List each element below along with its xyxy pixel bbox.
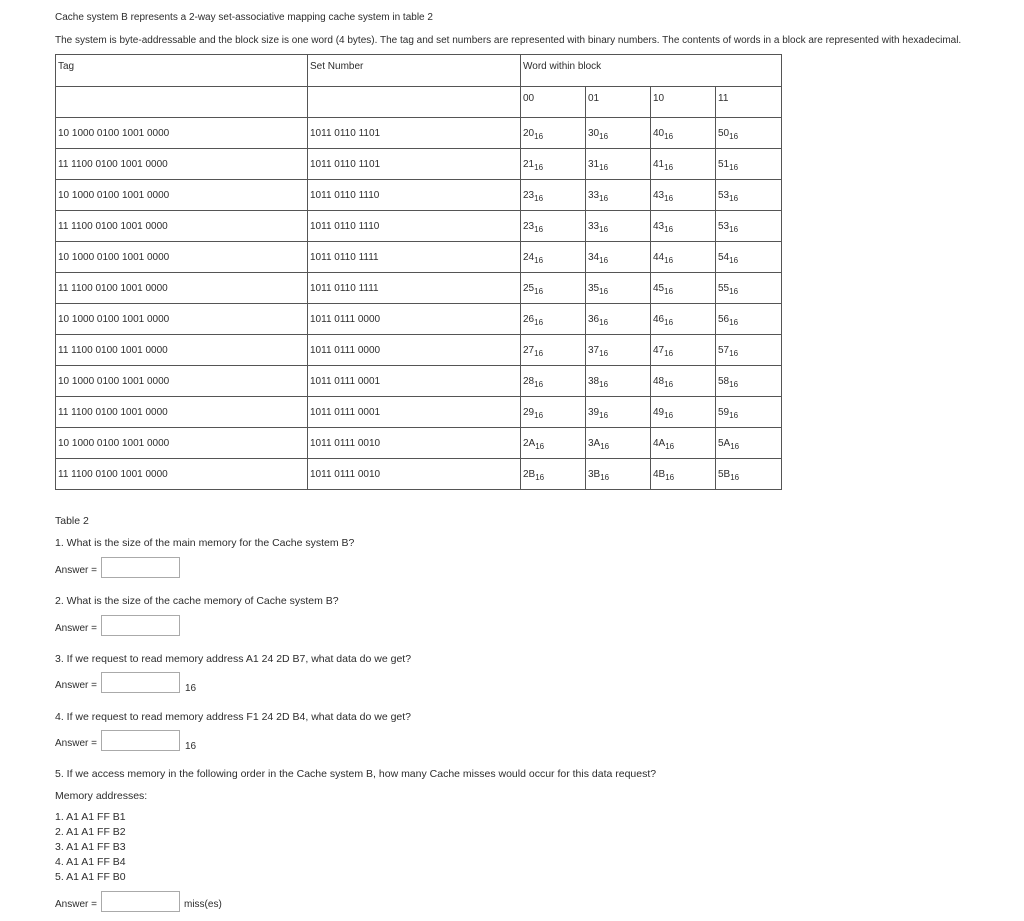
set-number-cell: 1011 0110 1110	[308, 180, 521, 211]
word-value: 2A	[523, 437, 536, 449]
word-value: 39	[588, 406, 600, 418]
set-number-cell: 1011 0110 1110	[308, 211, 521, 242]
word-value: 49	[653, 406, 665, 418]
hex-subscript: 16	[600, 441, 610, 451]
question-5: 5. If we access memory in the following order in the Cache system B, how many Cache misses would occur for this data request?	[55, 768, 657, 780]
word-cell	[586, 366, 651, 397]
word-cell	[521, 304, 586, 335]
word-value: 20	[523, 127, 535, 139]
hex-subscript: 16	[534, 255, 544, 265]
table-row	[56, 304, 782, 335]
word-cell	[586, 459, 651, 490]
question-1: 1. What is the size of the main memory for the Cache system B?	[55, 537, 355, 549]
word-cell	[521, 242, 586, 273]
word-cell	[716, 211, 782, 242]
word-value: 3A	[588, 437, 601, 449]
hex-subscript: 16	[600, 472, 610, 482]
answer-4-input[interactable]	[101, 730, 180, 751]
hex-subscript: 16	[665, 472, 675, 482]
hex-subscript: 16	[664, 317, 674, 327]
answer-3-input[interactable]	[101, 672, 180, 693]
hex-subscript: 16	[664, 255, 674, 265]
table-row	[56, 149, 782, 180]
hex-subscript: 16	[534, 131, 544, 141]
word-cell	[521, 366, 586, 397]
answer-label-3: Answer =	[55, 680, 97, 691]
word-col-header: 10	[651, 87, 716, 118]
hex-subscript: 16	[534, 379, 544, 389]
word-cell	[651, 211, 716, 242]
word-value: 23	[523, 220, 535, 232]
hex-subscript: 16	[665, 441, 675, 451]
word-cell	[651, 335, 716, 366]
word-cell	[716, 118, 782, 149]
word-cell	[716, 397, 782, 428]
header-set-number: Set Number	[308, 55, 521, 87]
header-tag-empty	[56, 87, 308, 118]
word-cell	[651, 397, 716, 428]
table-row	[56, 242, 782, 273]
word-cell	[651, 118, 716, 149]
word-value: 26	[523, 313, 535, 325]
word-cell	[586, 242, 651, 273]
answer-3-suffix: 16	[185, 683, 197, 694]
header-set-empty	[308, 87, 521, 118]
word-cell	[651, 428, 716, 459]
question-2: 2. What is the size of the cache memory of Cache system B?	[55, 595, 339, 607]
word-value: 47	[653, 344, 665, 356]
hex-subscript: 16	[664, 379, 674, 389]
hex-subscript: 16	[534, 317, 544, 327]
tag-cell: 11 1100 0100 1001 0000	[56, 273, 308, 304]
hex-subscript: 16	[535, 472, 545, 482]
hex-subscript: 16	[729, 410, 739, 420]
hex-subscript: 16	[534, 162, 544, 172]
intro-line-1: Cache system B represents a 2-way set-associative mapping cache system in table 2	[55, 12, 433, 23]
hex-subscript: 16	[599, 317, 609, 327]
hex-subscript: 16	[535, 441, 545, 451]
word-cell	[716, 242, 782, 273]
table-row	[56, 397, 782, 428]
hex-subscript: 16	[729, 193, 739, 203]
question-4: 4. If we request to read memory address F1 24 2D B4, what data do we get?	[55, 711, 412, 723]
answer-label-2: Answer =	[55, 623, 97, 634]
word-cell	[716, 366, 782, 397]
word-cell	[651, 304, 716, 335]
intro-line-2: The system is byte-addressable and the block size is one word (4 bytes). The tag and set numbers are represented with binary numbers. The contents of words in a block are represented with hexadecimal.	[55, 35, 962, 46]
tag-cell: 11 1100 0100 1001 0000	[56, 459, 308, 490]
table-row	[56, 428, 782, 459]
word-col-header: 01	[586, 87, 651, 118]
word-cell	[521, 180, 586, 211]
word-value: 24	[523, 251, 535, 263]
hex-subscript: 16	[664, 348, 674, 358]
word-value: 21	[523, 158, 535, 170]
word-value: 36	[588, 313, 600, 325]
word-value: 25	[523, 282, 535, 294]
word-cell	[586, 397, 651, 428]
table-row	[56, 366, 782, 397]
hex-subscript: 16	[599, 131, 609, 141]
tag-cell: 10 1000 0100 1001 0000	[56, 304, 308, 335]
word-cell	[521, 149, 586, 180]
word-value: 5B	[718, 468, 731, 480]
hex-subscript: 16	[729, 162, 739, 172]
word-cell	[716, 180, 782, 211]
word-cell	[716, 428, 782, 459]
set-number-cell: 1011 0111 0000	[308, 335, 521, 366]
answer-label-5: Answer =	[55, 899, 97, 910]
word-value: 56	[718, 313, 730, 325]
word-cell	[651, 149, 716, 180]
hex-subscript: 16	[729, 348, 739, 358]
answer-5-suffix: miss(es)	[184, 899, 222, 910]
word-cell	[586, 211, 651, 242]
hex-subscript: 16	[599, 162, 609, 172]
hex-subscript: 16	[729, 317, 739, 327]
word-value: 58	[718, 375, 730, 387]
word-value: 28	[523, 375, 535, 387]
set-number-cell: 1011 0110 1101	[308, 149, 521, 180]
hex-subscript: 16	[599, 410, 609, 420]
word-cell	[521, 335, 586, 366]
table-row	[56, 118, 782, 149]
word-cell	[521, 428, 586, 459]
hex-subscript: 16	[599, 224, 609, 234]
hex-subscript: 16	[599, 348, 609, 358]
hex-subscript: 16	[730, 441, 740, 451]
question-3: 3. If we request to read memory address A1 24 2D B7, what data do we get?	[55, 653, 412, 665]
word-cell	[521, 118, 586, 149]
answer-1-input[interactable]	[101, 557, 180, 578]
word-value: 30	[588, 127, 600, 139]
table-row	[56, 459, 782, 490]
word-value: 34	[588, 251, 600, 263]
tag-cell: 11 1100 0100 1001 0000	[56, 149, 308, 180]
address-item: 2. A1 A1 FF B2	[55, 826, 126, 838]
word-value: 54	[718, 251, 730, 263]
word-cell	[586, 180, 651, 211]
tag-cell: 10 1000 0100 1001 0000	[56, 242, 308, 273]
address-item: 5. A1 A1 FF B0	[55, 871, 126, 883]
word-value: 4A	[653, 437, 666, 449]
set-number-cell: 1011 0110 1111	[308, 242, 521, 273]
hex-subscript: 16	[534, 286, 544, 296]
word-cell	[716, 304, 782, 335]
header-tag: Tag	[56, 55, 308, 87]
set-number-cell: 1011 0110 1101	[308, 118, 521, 149]
address-item: 1. A1 A1 FF B1	[55, 811, 126, 823]
question-5-subheading: Memory addresses:	[55, 790, 148, 802]
word-value: 46	[653, 313, 665, 325]
answer-5-input[interactable]	[101, 891, 180, 912]
word-value: 3B	[588, 468, 601, 480]
hex-subscript: 16	[664, 131, 674, 141]
table-row	[56, 335, 782, 366]
tag-cell: 11 1100 0100 1001 0000	[56, 335, 308, 366]
word-value: 59	[718, 406, 730, 418]
word-col-header: 11	[716, 87, 782, 118]
hex-subscript: 16	[664, 193, 674, 203]
word-value: 44	[653, 251, 665, 263]
word-value: 40	[653, 127, 665, 139]
answer-label-1: Answer =	[55, 565, 97, 576]
set-number-cell: 1011 0111 0001	[308, 397, 521, 428]
word-col-header: 00	[521, 87, 586, 118]
word-cell	[651, 459, 716, 490]
word-cell	[716, 149, 782, 180]
word-value: 50	[718, 127, 730, 139]
tag-cell: 10 1000 0100 1001 0000	[56, 118, 308, 149]
hex-subscript: 16	[730, 472, 740, 482]
tag-cell: 10 1000 0100 1001 0000	[56, 180, 308, 211]
cache-table	[55, 54, 782, 490]
word-cell	[521, 211, 586, 242]
set-number-cell: 1011 0111 0001	[308, 366, 521, 397]
hex-subscript: 16	[664, 162, 674, 172]
word-cell	[521, 397, 586, 428]
word-value: 51	[718, 158, 730, 170]
table-row	[56, 211, 782, 242]
hex-subscript: 16	[599, 286, 609, 296]
word-value: 43	[653, 220, 665, 232]
word-cell	[716, 273, 782, 304]
tag-cell: 11 1100 0100 1001 0000	[56, 397, 308, 428]
word-cell	[586, 304, 651, 335]
hex-subscript: 16	[664, 286, 674, 296]
word-cell	[651, 180, 716, 211]
hex-subscript: 16	[534, 224, 544, 234]
answer-2-input[interactable]	[101, 615, 180, 636]
word-value: 29	[523, 406, 535, 418]
word-value: 2B	[523, 468, 536, 480]
header-word-within-block: Word within block	[521, 55, 782, 87]
address-item: 3. A1 A1 FF B3	[55, 841, 126, 853]
word-cell	[521, 459, 586, 490]
set-number-cell: 1011 0111 0010	[308, 459, 521, 490]
tag-cell: 10 1000 0100 1001 0000	[56, 428, 308, 459]
word-cell	[651, 273, 716, 304]
answer-4-suffix: 16	[185, 741, 197, 752]
word-cell	[586, 428, 651, 459]
hex-subscript: 16	[599, 255, 609, 265]
tag-cell: 11 1100 0100 1001 0000	[56, 211, 308, 242]
word-cell	[651, 366, 716, 397]
table-row	[56, 180, 782, 211]
word-value: 53	[718, 220, 730, 232]
word-value: 33	[588, 220, 600, 232]
hex-subscript: 16	[534, 348, 544, 358]
hex-subscript: 16	[729, 131, 739, 141]
word-value: 48	[653, 375, 665, 387]
word-value: 27	[523, 344, 535, 356]
word-value: 23	[523, 189, 535, 201]
word-cell	[716, 459, 782, 490]
hex-subscript: 16	[599, 379, 609, 389]
word-value: 57	[718, 344, 730, 356]
set-number-cell: 1011 0111 0010	[308, 428, 521, 459]
set-number-cell: 1011 0110 1111	[308, 273, 521, 304]
hex-subscript: 16	[599, 193, 609, 203]
word-cell	[586, 273, 651, 304]
hex-subscript: 16	[729, 224, 739, 234]
word-value: 43	[653, 189, 665, 201]
word-value: 53	[718, 189, 730, 201]
word-cell	[716, 335, 782, 366]
hex-subscript: 16	[664, 410, 674, 420]
answer-label-4: Answer =	[55, 738, 97, 749]
hex-subscript: 16	[534, 410, 544, 420]
hex-subscript: 16	[534, 193, 544, 203]
address-list	[55, 810, 126, 885]
word-value: 45	[653, 282, 665, 294]
word-value: 37	[588, 344, 600, 356]
word-cell	[586, 335, 651, 366]
word-value: 31	[588, 158, 600, 170]
address-item: 4. A1 A1 FF B4	[55, 856, 126, 868]
word-cell	[586, 149, 651, 180]
word-value: 35	[588, 282, 600, 294]
hex-subscript: 16	[729, 255, 739, 265]
word-value: 38	[588, 375, 600, 387]
word-cell	[521, 273, 586, 304]
word-value: 5A	[718, 437, 731, 449]
word-value: 55	[718, 282, 730, 294]
word-value: 41	[653, 158, 665, 170]
hex-subscript: 16	[664, 224, 674, 234]
hex-subscript: 16	[729, 379, 739, 389]
table-row	[56, 273, 782, 304]
word-cell	[651, 242, 716, 273]
table-caption: Table 2	[55, 515, 89, 527]
word-value: 4B	[653, 468, 666, 480]
word-cell	[586, 118, 651, 149]
tag-cell: 10 1000 0100 1001 0000	[56, 366, 308, 397]
hex-subscript: 16	[729, 286, 739, 296]
set-number-cell: 1011 0111 0000	[308, 304, 521, 335]
word-value: 33	[588, 189, 600, 201]
